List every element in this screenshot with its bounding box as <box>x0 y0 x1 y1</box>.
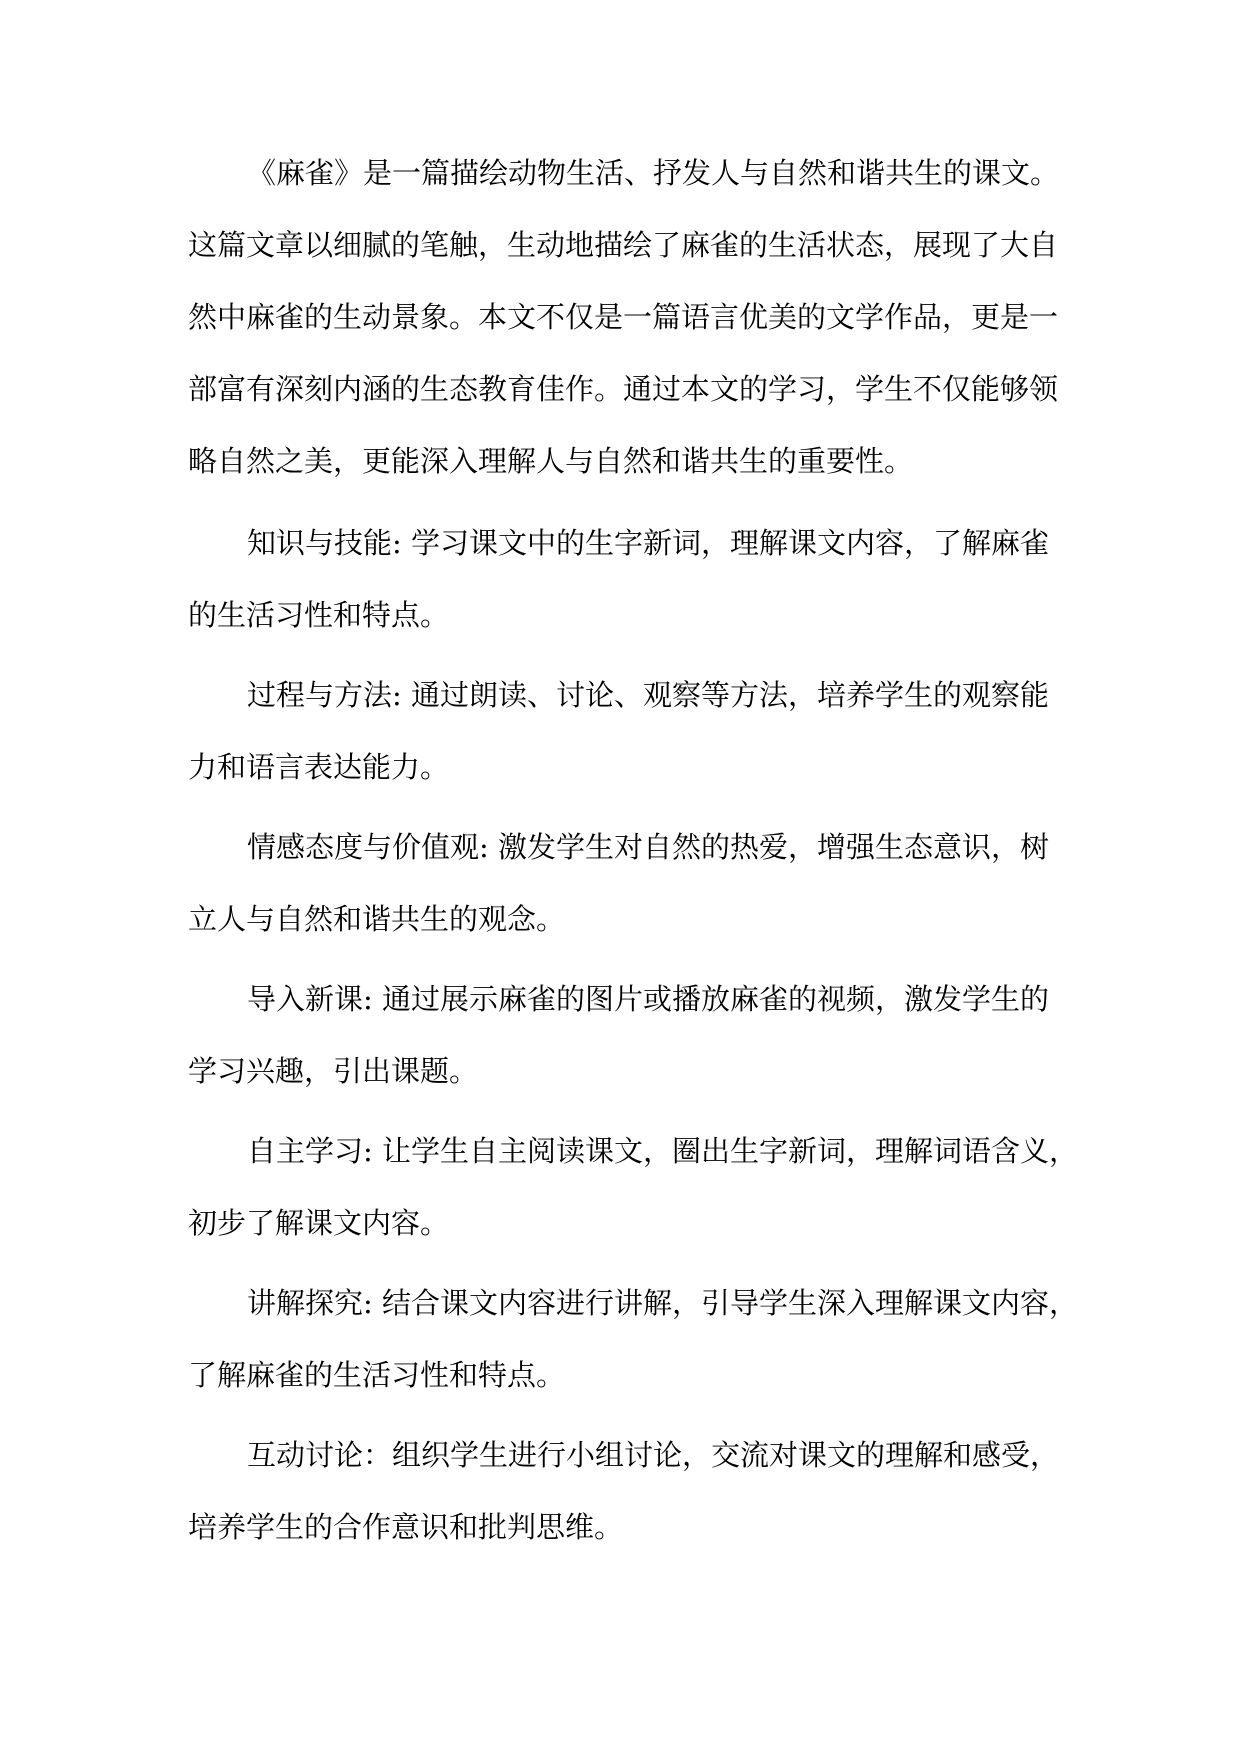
paragraph-line: 力和语言表达能力。 <box>188 750 450 784</box>
paragraph-line: 自主学习: 让学生自主阅读课文，圈出生字新词，理解词语含义， <box>247 1134 1078 1168</box>
paragraph-line: 《麻雀》是一篇描绘动物生活、抒发人与自然和谐共生的课文。 <box>247 156 1060 190</box>
paragraph-line: 知识与技能: 学习课文中的生字新词，理解课文内容，了解麻雀 <box>247 526 1049 560</box>
paragraph-line: 部富有深刻内涵的生态教育佳作。通过本文的学习，学生不仅能够领 <box>188 372 1059 406</box>
paragraph-line: 然中麻雀的生动景象。本文不仅是一篇语言优美的文学作品，更是一 <box>188 300 1059 334</box>
paragraph-line: 这篇文章以细腻的笔触，生动地描绘了麻雀的生活状态，展现了大自 <box>188 228 1059 262</box>
paragraph-line: 导入新课: 通过展示麻雀的图片或播放麻雀的视频，激发学生的 <box>247 982 1049 1016</box>
paragraph-line: 立人与自然和谐共生的观念。 <box>188 902 566 936</box>
paragraph-line: 了解麻雀的生活习性和特点。 <box>188 1358 566 1392</box>
paragraph-line: 初步了解课文内容。 <box>188 1206 450 1240</box>
paragraph-line: 学习兴趣，引出课题。 <box>188 1054 479 1088</box>
paragraph-line: 略自然之美，更能深入理解人与自然和谐共生的重要性。 <box>188 444 914 478</box>
paragraph-line: 的生活习性和特点。 <box>188 598 450 632</box>
paragraph-line: 过程与方法: 通过朗读、讨论、观察等方法，培养学生的观察能 <box>247 678 1049 712</box>
paragraph-line: 培养学生的合作意识和批判思维。 <box>188 1510 624 1544</box>
paragraph-line: 互动讨论：组织学生进行小组讨论，交流对课文的理解和感受， <box>247 1438 1060 1472</box>
paragraph-line: 情感态度与价值观: 激发学生对自然的热爱，增强生态意识，树 <box>247 830 1049 864</box>
paragraph-line: 讲解探究: 结合课文内容进行讲解，引导学生深入理解课文内容， <box>247 1286 1078 1320</box>
